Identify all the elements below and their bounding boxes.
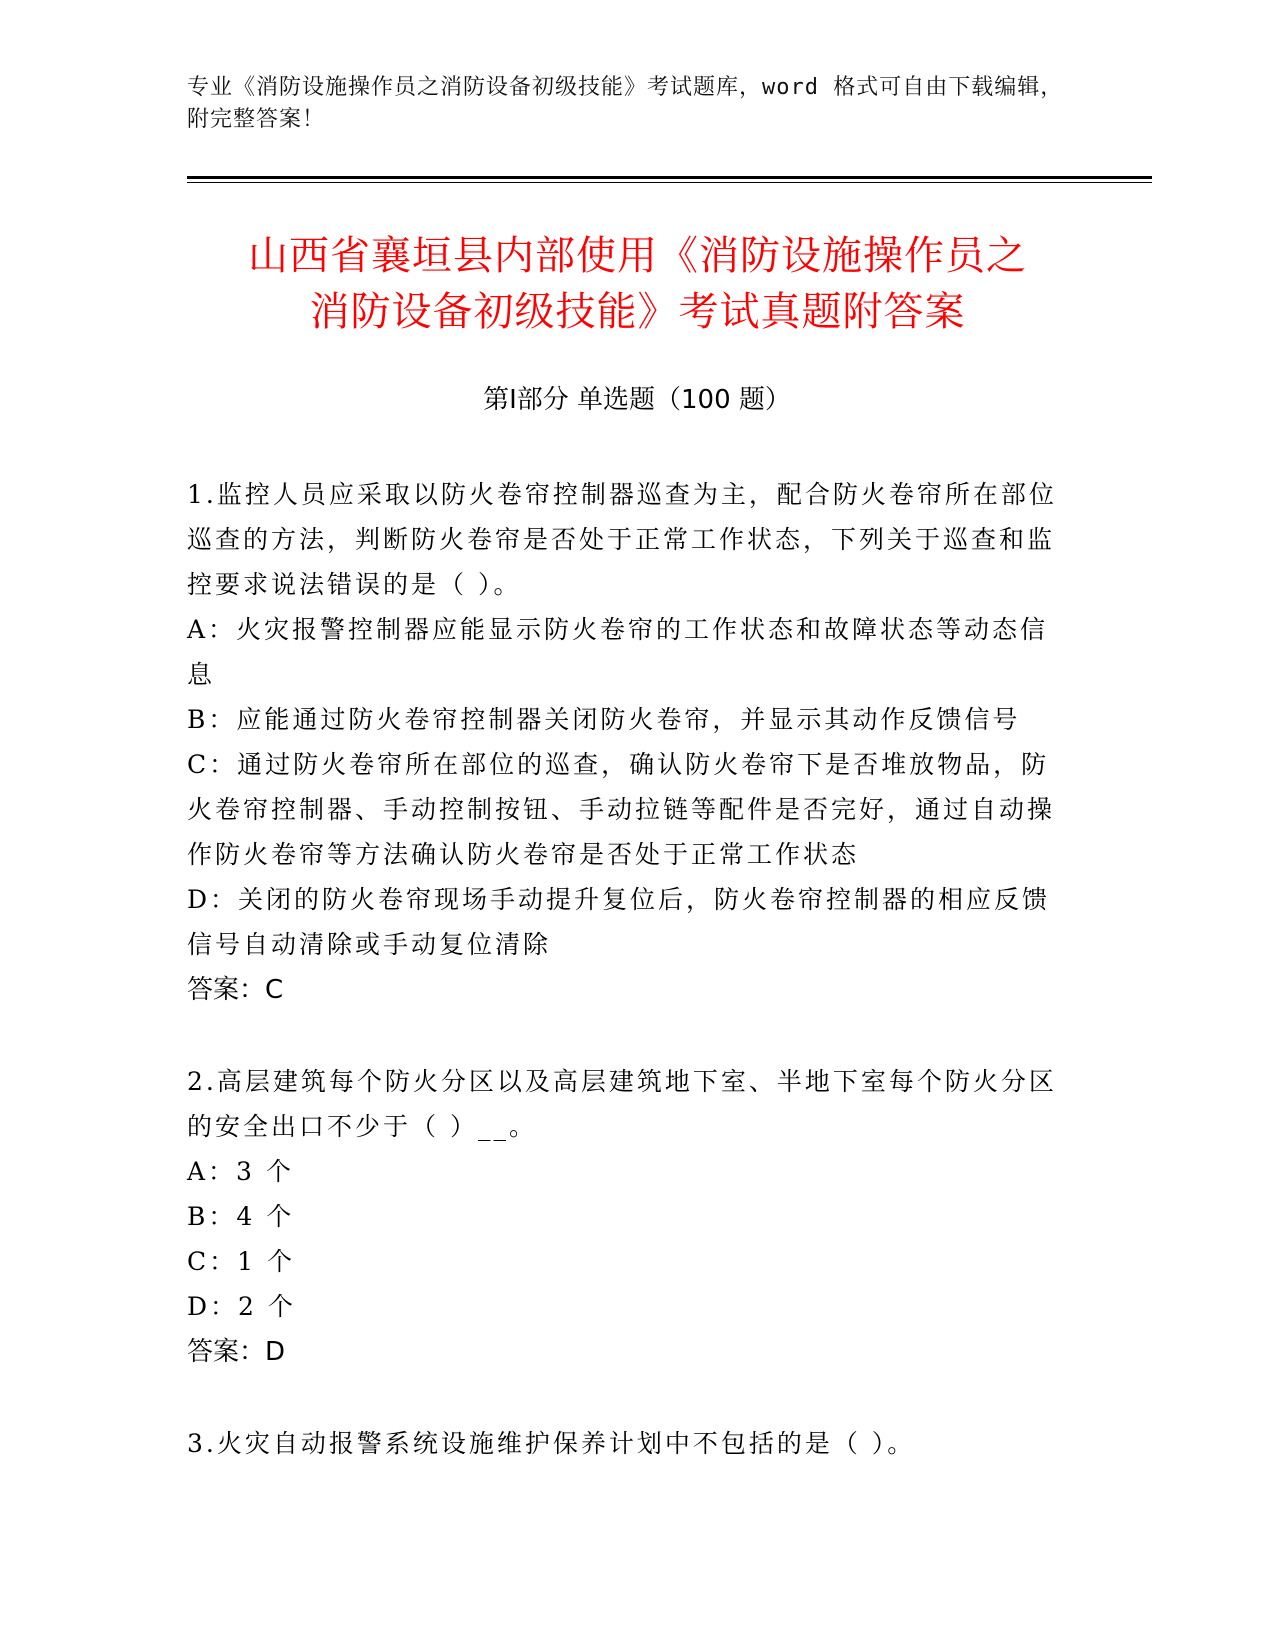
question-stem: 3.火灾自动报警系统设施维护保养计划中不包括的是（ ）。 — [187, 1429, 916, 1458]
question-option-b: B：4 个 — [187, 1202, 295, 1231]
question-3 — [187, 1421, 1067, 1466]
question-option-a: A：3 个 — [187, 1157, 294, 1186]
header-divider-thick — [187, 176, 1152, 179]
question-option-c: C：1 个 — [187, 1247, 295, 1276]
question-option-d: D：关闭的防火卷帘现场手动提升复位后，防火卷帘控制器的相应反馈信号自动清除或手动复位清除 — [187, 885, 1051, 959]
question-stem: 1.监控人员应采取以防火卷帘控制器巡查为主，配合防火卷帘所在部位巡查的方法，判断防火卷帘是否处于正常工作状态，下列关于巡查和监控要求说法错误的是（ ）。 — [187, 480, 1057, 599]
document-title-line-1: 山西省襄垣县内部使用《消防设施操作员之 — [248, 233, 1027, 279]
question-option-b: B：应能通过防火卷帘控制器关闭防火卷帘，并显示其动作反馈信号 — [187, 705, 1021, 734]
question-option-a: A：火灾报警控制器应能显示防火卷帘的工作状态和故障状态等动态信息 — [187, 615, 1049, 689]
question-answer: 答案：C — [187, 975, 284, 1005]
document-title-line-2: 消防设备初级技能》考试真题附答案 — [309, 289, 966, 335]
header-divider-thin — [187, 182, 1152, 183]
question-option-c: C：通过防火卷帘所在部位的巡查，确认防火卷帘下是否堆放物品，防火卷帘控制器、手动控制按钮、手动拉链等配件是否完好，通过自动操作防火卷帘等方法确认防火卷帘是否处于正常工作状态 — [187, 750, 1056, 869]
question-1 — [187, 472, 1067, 1013]
document-title — [150, 228, 1125, 340]
question-list — [187, 472, 1067, 1512]
question-stem: 2.高层建筑每个防火分区以及高层建筑地下室、半地下室每个防火分区的安全出口不少于（ ）__。 — [187, 1067, 1057, 1141]
header-note: 专业《消防设施操作员之消防设备初级技能》考试题库，word 格式可自由下载编辑，附完整答案！ — [187, 75, 1064, 132]
section-title: 第Ⅰ部分 单选题（100 题） — [483, 385, 791, 415]
question-answer: 答案：D — [187, 1337, 286, 1367]
question-option-d: D：2 个 — [187, 1292, 296, 1321]
question-2 — [187, 1059, 1067, 1375]
